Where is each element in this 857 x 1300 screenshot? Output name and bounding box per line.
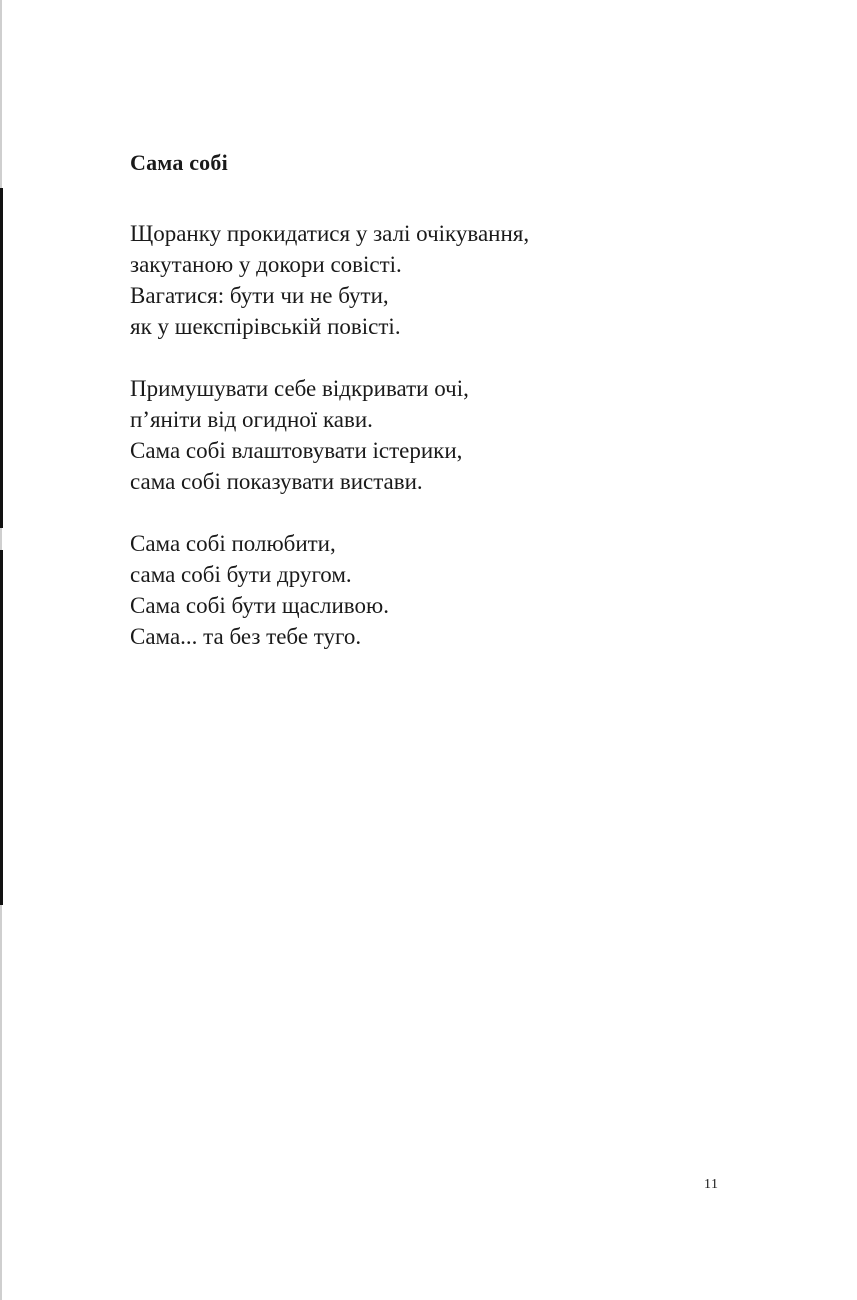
- poem-line: Сама... та без тебе туго.: [130, 624, 362, 649]
- stanza-3: [130, 528, 730, 652]
- poem-line: закутаною у докори совісті.: [130, 252, 402, 277]
- poem-line: Примушувати себе відкривати очі,: [130, 376, 469, 401]
- page-number: 11: [704, 1177, 719, 1192]
- poem-line: Щоранку прокидатися у залі очікування,: [130, 221, 530, 246]
- poem-line: п’яніти від огидної кави.: [130, 407, 373, 432]
- poem-line: Вагатися: бути чи не бути,: [130, 283, 389, 308]
- poem-title: Сама собі: [130, 150, 228, 175]
- poem-line: сама собі показувати вистави.: [130, 469, 423, 494]
- poem-line: як у шекспірівській повісті.: [130, 314, 401, 339]
- page-edge-mark: [0, 550, 3, 905]
- stanza-2: [130, 373, 730, 497]
- poem-line: сама собі бути другом.: [130, 562, 352, 587]
- poem-line: Сама собі бути щасливою.: [130, 593, 389, 618]
- page-edge-mark: [0, 188, 3, 528]
- poem-line: Сама собі полюбити,: [130, 531, 336, 556]
- book-page: [130, 148, 730, 683]
- stanza-1: [130, 218, 730, 342]
- poem-line: Сама собі влаштовувати істерики,: [130, 438, 463, 463]
